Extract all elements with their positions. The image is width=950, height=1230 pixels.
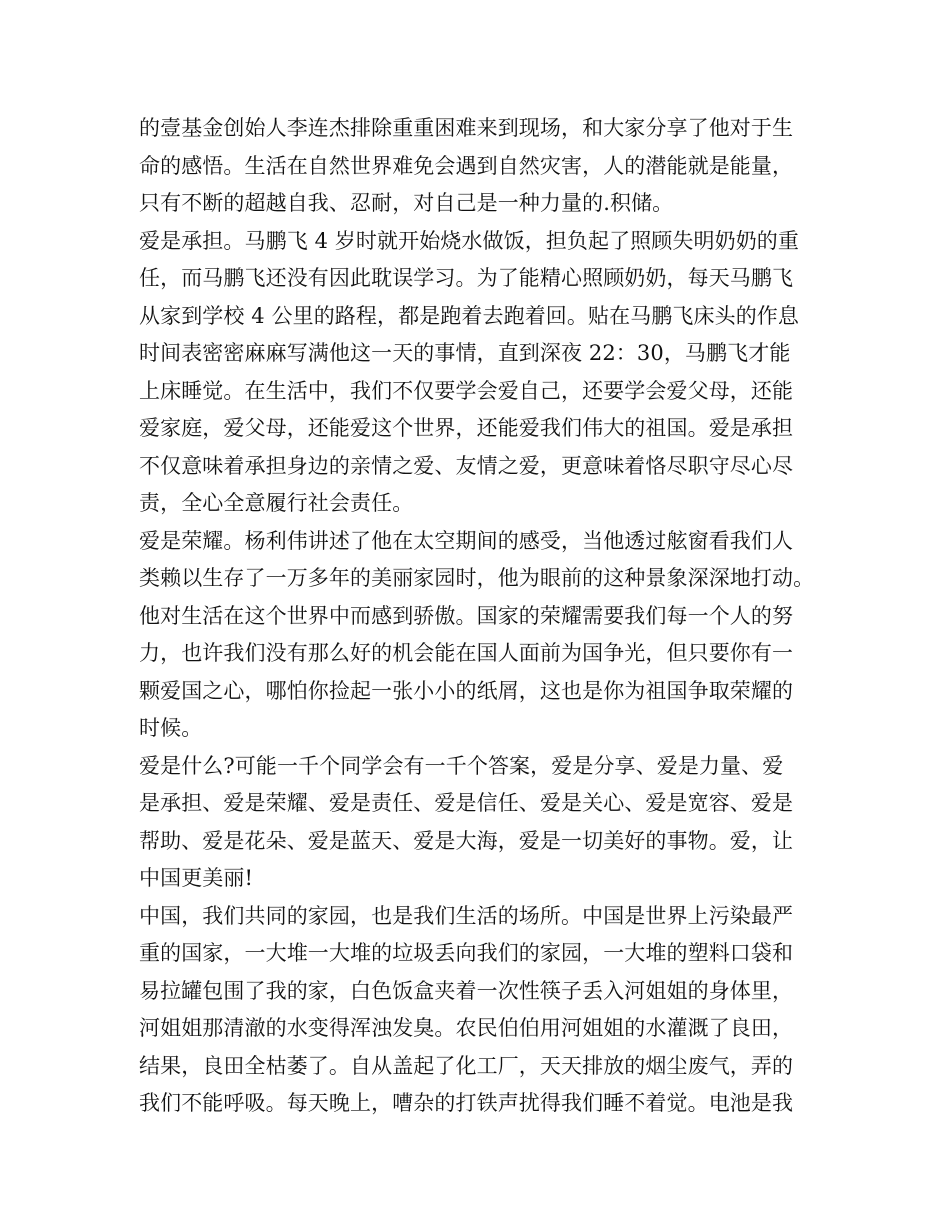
text-line: 颗爱国之心，哪怕你捡起一张小小的纸屑，这也是你为祖国争取荣耀的 [139,678,794,703]
text-line: 爱是承担。马鹏飞 4 岁时就开始烧水做饭，担负起了照顾失明奶奶的重 [139,228,800,253]
text-line: 爱是什么?可能一千个同学会有一千个答案，爱是分享、爱是力量、爱 [139,753,784,778]
text-line: 是承担、爱是荣耀、爱是责任、爱是信任、爱是关心、爱是宽容、爱是 [139,791,794,815]
text-line: 爱家庭，爱父母，还能爱这个世界，还能爱我们伟大的祖国。爱是承担 [139,416,794,440]
text-line: 从家到学校 4 公里的路程，都是跑着去跑着回。贴在马鹏飞床头的作息 [139,303,800,328]
text-line: 类赖以生存了一万多年的美丽家园时，他为眼前的这种景象深深地打动。 [139,566,815,590]
text-line: 他对生活在这个世界中而感到骄傲。国家的荣耀需要我们每一个人的努 [139,603,794,628]
text-line: 帮助、爱是花朵、爱是蓝天、爱是大海，爱是一切美好的事物。爱，让 [139,828,794,853]
text-line: 我们不能呼吸。每天晚上，嘈杂的打铁声扰得我们睡不着觉。电池是我 [139,1091,794,1115]
text-line: 结果，良田全枯萎了。自从盖起了化工厂，天天排放的烟尘废气，弄的 [139,1053,794,1078]
document-body [139,110,829,1123]
text-line: 时候。 [139,716,203,740]
text-line: 命的感悟。生活在自然世界难免会遇到自然灾害，人的潜能就是能量， [139,153,794,178]
text-line: 的壹基金创始人李连杰排除重重困难来到现场，和大家分享了他对于生 [139,116,794,140]
text-line: 易拉罐包围了我的家，白色饭盒夹着一次性筷子丢入河姐姐的身体里， [139,978,794,1003]
text-line: 时间表密密麻麻写满他这一天的事情，直到深夜 22：30，马鹏飞才能 [139,341,791,365]
text-line: 任，而马鹏飞还没有因此耽误学习。为了能精心照顾奶奶，每天马鹏飞 [139,266,794,290]
text-line: 不仅意味着承担身边的亲情之爱、友情之爱，更意味着恪尽职守尽心尽 [139,453,794,478]
text-line: 河姐姐那清澈的水变得浑浊发臭。农民伯伯用河姐姐的水灌溉了良田， [139,1016,794,1040]
text-line: 爱是荣耀。杨利伟讲述了他在太空期间的感受，当他透过舷窗看我们人 [139,528,794,553]
text-line: 中国，我们共同的家园，也是我们生活的场所。中国是世界上污染最严 [139,903,794,928]
text-line: 中国更美丽! [139,866,254,890]
text-line: 力，也许我们没有那么好的机会能在国人面前为国争光，但只要你有一 [139,641,794,665]
text-line: 上床睡觉。在生活中，我们不仅要学会爱自己，还要学会爱父母，还能 [139,378,794,403]
text-line: 重的国家，一大堆一大堆的垃圾丢向我们的家园，一大堆的塑料口袋和 [139,941,794,965]
text-line: 只有不断的超越自我、忍耐，对自己是一种力量的.积储。 [139,191,674,215]
text-line: 责，全心全意履行社会责任。 [139,491,414,515]
